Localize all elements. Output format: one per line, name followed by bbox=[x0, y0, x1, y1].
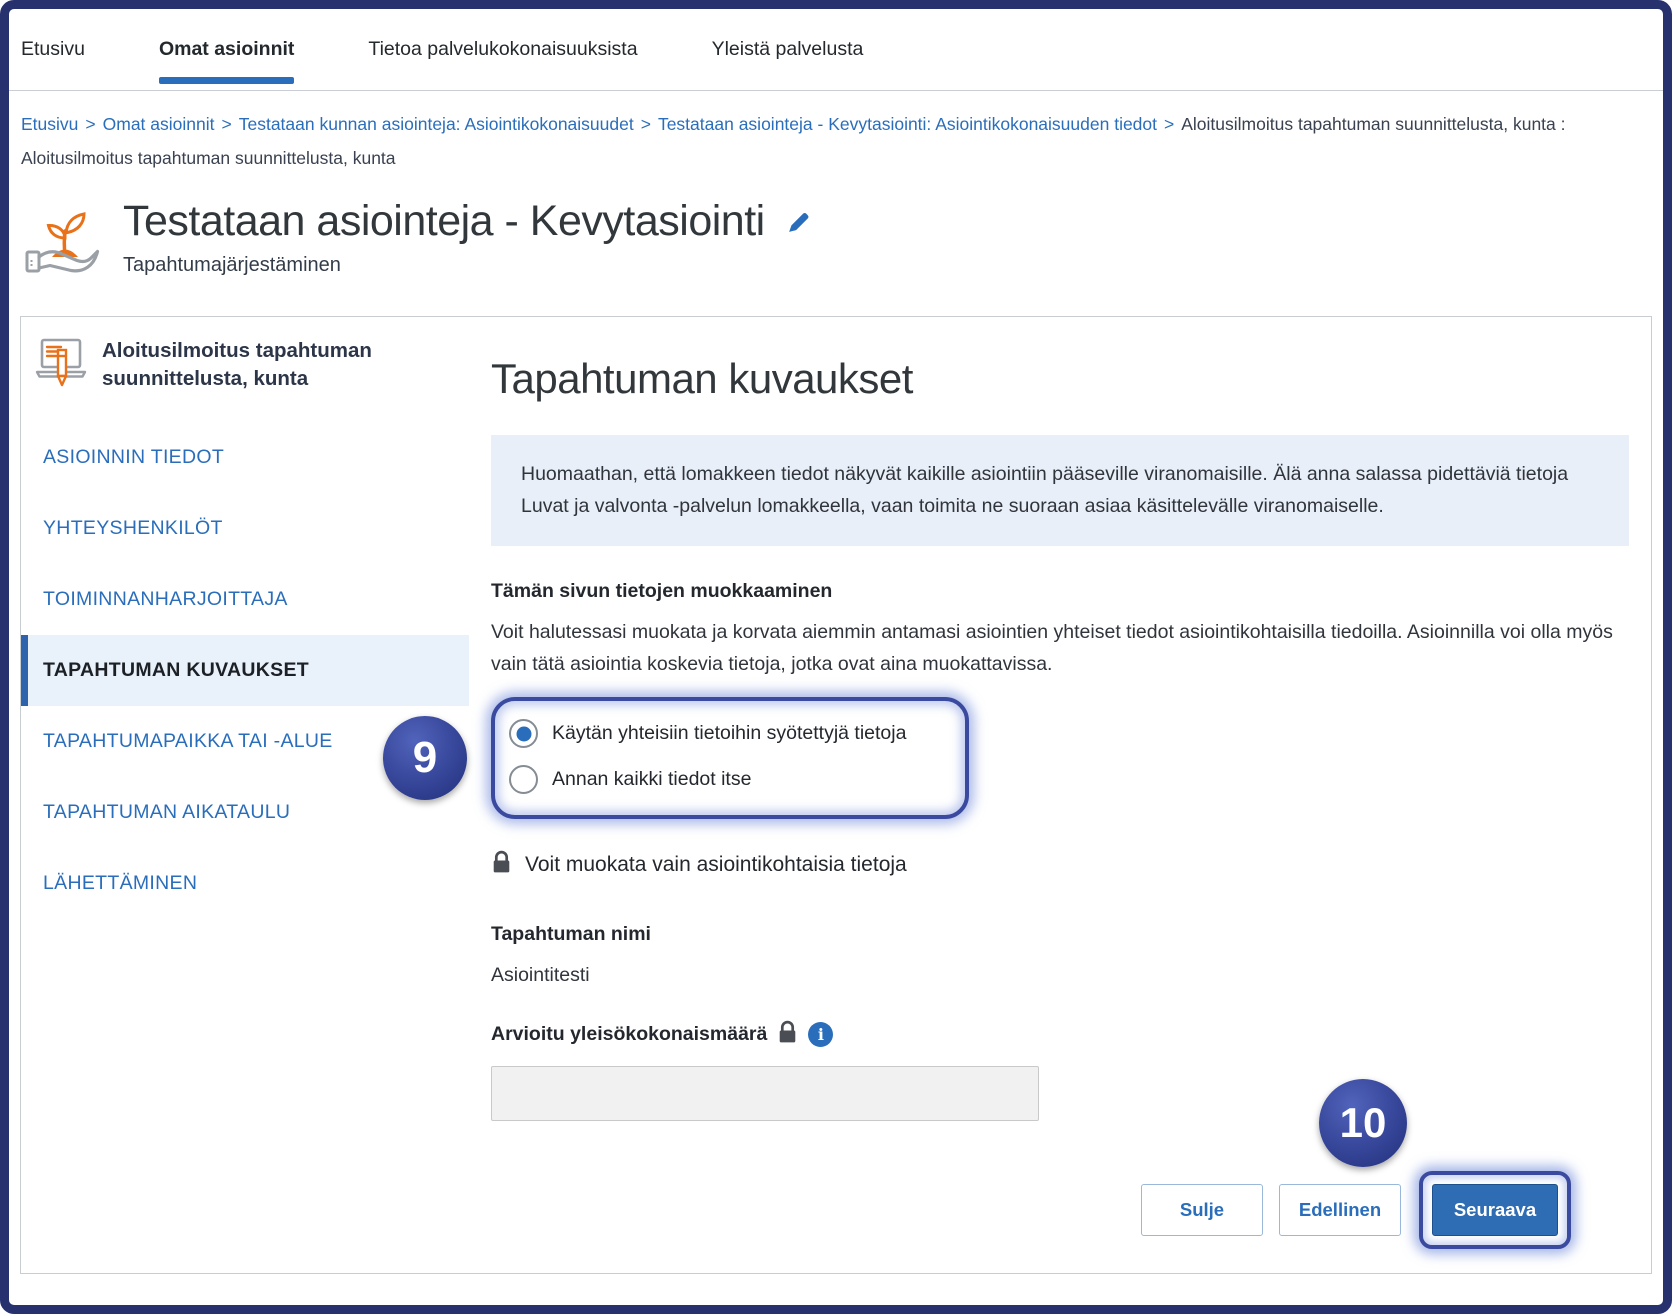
sidebar-item-yhteyshenkilot[interactable]: YHTEYSHENKILÖT bbox=[43, 517, 223, 540]
annotation-step-badge-9: 9 bbox=[383, 716, 467, 800]
radio-provide-all-data[interactable] bbox=[509, 757, 947, 803]
radio-use-shared-data[interactable] bbox=[509, 711, 947, 757]
nav-item-etusivu[interactable]: Etusivu bbox=[21, 38, 85, 60]
annotation-step-badge-10: 10 bbox=[1319, 1079, 1407, 1167]
radio-button-icon[interactable] bbox=[509, 719, 538, 748]
top-navigation bbox=[9, 9, 1663, 91]
radio-button-icon[interactable] bbox=[509, 765, 538, 794]
page-header bbox=[9, 175, 1663, 294]
event-name-value: Asiointitesti bbox=[491, 963, 590, 986]
form-sidebar bbox=[21, 317, 469, 1273]
sidebar-item-toiminnanharjoittaja[interactable]: TOIMINNANHARJOITTAJA bbox=[43, 588, 288, 611]
action-bar bbox=[491, 1098, 1629, 1249]
sidebar-item-tapahtuman-kuvaukset[interactable]: TAPAHTUMAN KUVAUKSET bbox=[21, 635, 469, 706]
breadcrumb-link[interactable]: Testataan asiointeja - Kevytasiointi: Asiointikokonaisuuden tiedot bbox=[657, 114, 1158, 134]
breadcrumb-link[interactable]: Omat asioinnit bbox=[102, 114, 215, 134]
nav-item-omat-asioinnit[interactable]: Omat asioinnit bbox=[159, 9, 294, 90]
nav-item-tietoa-palvelukokonaisuuksista[interactable]: Tietoa palvelukokonaisuuksista bbox=[368, 38, 638, 60]
notice-box: Huomaathan, että lomakkeen tiedot näkyvät kaikille asiointiin pääseville viranomaisille. Älä anna salassa pidettäviä tietoja Luvat ja valvonta -palvelun lomakkeella, vaan toimita ne suoraan asiaa käsittelevälle viranomaiselle. bbox=[491, 435, 1629, 546]
edit-section-title: Tämän sivun tietojen muokkaaminen bbox=[491, 580, 833, 603]
breadcrumb-link[interactable]: Testataan kunnan asiointeja: Asiointikokonaisuudet bbox=[238, 114, 634, 134]
breadcrumb-separator: > bbox=[85, 114, 96, 134]
lock-note-text: Voit muokata vain asiointikohtaisia tietoja bbox=[525, 852, 907, 876]
breadcrumb-current: Aloitusilmoitus tapahtuman suunnittelusta, kunta : Aloitusilmoitus tapahtuman suunnittelusta, kunta bbox=[21, 114, 1566, 169]
previous-button[interactable]: Edellinen bbox=[1279, 1184, 1401, 1236]
lock-icon bbox=[491, 849, 512, 881]
next-button[interactable]: Seuraava bbox=[1432, 1184, 1558, 1236]
lock-icon bbox=[777, 1019, 798, 1050]
laptop-pencil-icon bbox=[34, 335, 88, 396]
radio-label: Annan kaikki tiedot itse bbox=[552, 768, 752, 791]
data-source-radio-group bbox=[412, 697, 969, 819]
section-heading: Tapahtuman kuvaukset bbox=[491, 355, 913, 403]
sidebar-item-tapahtumapaikka[interactable]: TAPAHTUMAPAIKKA TAI -ALUE bbox=[43, 730, 333, 753]
sidebar-item-asioinnin-tiedot[interactable]: ASIOINNIN TIEDOT bbox=[43, 446, 225, 469]
edit-section-description: Voit halutessasi muokata ja korvata aiemmin antamasi asiointien yhteiset tiedot asiointikohtaisilla tiedoilla. Asioinnilla voi olla myös vain tätä asiointia koskevia tietoja, jotka ovat aina muokattavissa. bbox=[491, 621, 1613, 675]
page-title: Testataan asiointeja - Kevytasiointi bbox=[123, 197, 765, 246]
form-step-list bbox=[21, 422, 469, 919]
sidebar-item-tapahtuman-aikataulu[interactable]: TAPAHTUMAN AIKATAULU bbox=[43, 801, 291, 824]
form-title: Aloitusilmoitus tapahtuman suunnittelusta, kunta bbox=[102, 339, 372, 390]
sidebar-item-lahettaminen[interactable]: LÄHETTÄMINEN bbox=[43, 872, 198, 895]
form-main bbox=[412, 317, 1651, 1273]
audience-input[interactable] bbox=[491, 1066, 1039, 1121]
page-subtitle: Tapahtumajärjestäminen bbox=[123, 254, 341, 277]
event-name-label: Tapahtuman nimi bbox=[491, 922, 651, 945]
info-icon[interactable]: i bbox=[808, 1022, 833, 1047]
edit-pencil-icon[interactable] bbox=[785, 209, 812, 241]
breadcrumb-separator: > bbox=[1164, 114, 1175, 134]
breadcrumb-separator: > bbox=[221, 114, 232, 134]
form-card bbox=[20, 316, 1652, 1274]
breadcrumb-link[interactable]: Etusivu bbox=[21, 114, 79, 134]
close-button[interactable]: Sulje bbox=[1141, 1184, 1263, 1236]
hand-plant-icon bbox=[23, 205, 107, 294]
breadcrumb bbox=[9, 91, 1649, 175]
lock-note bbox=[491, 849, 1629, 881]
audience-label: Arvioitu yleisökokonaismäärä bbox=[491, 1022, 768, 1045]
radio-label: Käytän yhteisiin tietoihin syötettyjä tietoja bbox=[552, 722, 907, 745]
breadcrumb-separator: > bbox=[640, 114, 651, 134]
nav-item-yleista-palvelusta[interactable]: Yleistä palvelusta bbox=[711, 38, 864, 60]
